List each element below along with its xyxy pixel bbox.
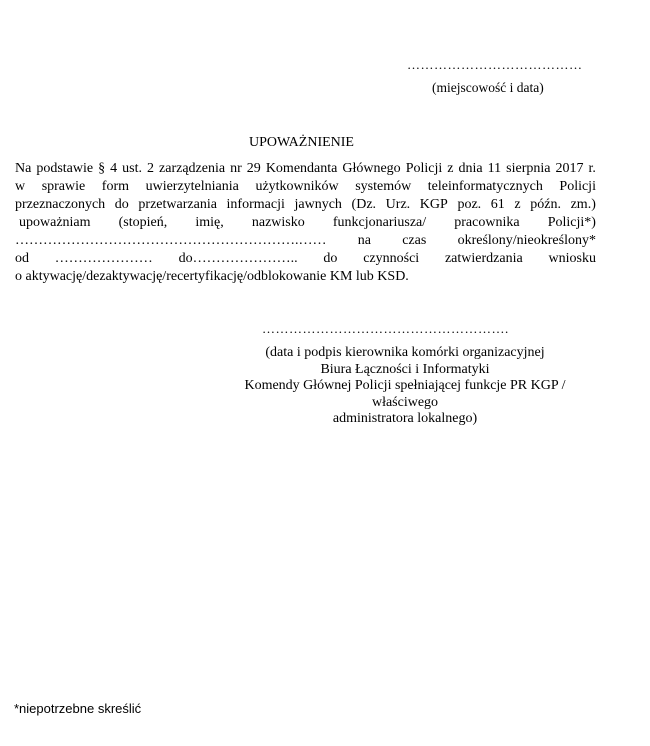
word: pracownika (454, 215, 520, 230)
word: KGP (419, 197, 448, 212)
word: sprawie (41, 179, 86, 194)
place-date-caption: (miejscowość i data) (432, 80, 544, 95)
body-line-5 (15, 232, 596, 250)
word: ………………… (54, 251, 153, 266)
word: jawnych (294, 197, 342, 212)
word: podstawie (36, 161, 94, 176)
word: Policji*) (547, 215, 596, 230)
word: systemów (355, 179, 412, 194)
word: poz. (457, 197, 482, 212)
word: sierpnia (506, 161, 551, 176)
word: 29 (246, 161, 261, 176)
word: przeznaczonych (15, 197, 106, 212)
word: 61 (490, 197, 505, 212)
word: 2017 (555, 161, 584, 176)
word: określony/nieokreślony* (457, 233, 596, 248)
word: (Dz. (351, 197, 377, 212)
body-line-1 (15, 160, 596, 178)
word: nr (230, 161, 242, 176)
word: (stopień, (118, 215, 168, 230)
word: uwierzytelniania (145, 179, 239, 194)
signature-caption-line-2: Biura Łączności i Informatyki (320, 361, 490, 377)
word: 11 (487, 161, 502, 176)
word: do (114, 197, 129, 212)
body-line-3 (15, 196, 596, 214)
word: Policji (405, 161, 443, 176)
word: w (15, 179, 26, 194)
word: Komendanta (265, 161, 338, 176)
word: upoważniam (19, 215, 91, 230)
word: z (447, 161, 454, 176)
word: użytkowników (255, 179, 339, 194)
word: § (98, 161, 106, 176)
word: r. (588, 161, 596, 176)
signature-caption-line-4: administratora lokalnego) (332, 411, 478, 426)
word: imię, (195, 215, 224, 230)
word: z (514, 197, 521, 212)
signature-caption-line-1: (data i podpis kierownika komórki organizacyjnej (265, 345, 545, 360)
word: dnia (458, 161, 483, 176)
word: zarządzenia (159, 161, 226, 176)
word: czas (402, 233, 427, 248)
word: na (357, 233, 371, 248)
word: wniosku (548, 251, 596, 266)
word: od (15, 251, 29, 266)
body-line-6 (15, 250, 596, 268)
body-line-2 (15, 178, 596, 196)
word: 4 (110, 161, 118, 176)
word: do (323, 251, 338, 266)
word: Na (15, 161, 32, 176)
word: informacji (226, 197, 285, 212)
signature-dots: ………………………………………………. (262, 321, 509, 336)
word: przetwarzania (138, 197, 217, 212)
word: nazwisko (251, 215, 305, 230)
word: Urz. (385, 197, 411, 212)
body-line-4 (19, 214, 596, 232)
word: czynności (363, 251, 420, 266)
word: zatwierdzania (444, 251, 523, 266)
footnote: *niepotrzebne skreślić (14, 701, 142, 716)
word: funkcjonariusza/ (332, 215, 427, 230)
word: form (101, 179, 130, 194)
word: późn. (530, 197, 561, 212)
signature-caption-line-3: Komendy Głównej Policji spełniającej funkcje PR KGP / właściwego (244, 378, 566, 410)
signature-caption (215, 345, 595, 428)
word: do………………….. (178, 251, 298, 266)
word: zm.) (570, 197, 596, 212)
word: teleinformatycznych (427, 179, 543, 194)
word: Policji (559, 179, 596, 194)
word: Głównego (342, 161, 401, 176)
body-line-7: o aktywację/dezaktywację/recertyfikację/odblokowanie KM lub KSD. (15, 269, 409, 284)
word: ust. (122, 161, 142, 176)
word: …………………………………………………….…… (15, 233, 327, 248)
document-title: UPOWAŻNIENIE (249, 135, 354, 150)
place-date-dots: ………………………………… (407, 57, 583, 72)
word: 2 (147, 161, 155, 176)
